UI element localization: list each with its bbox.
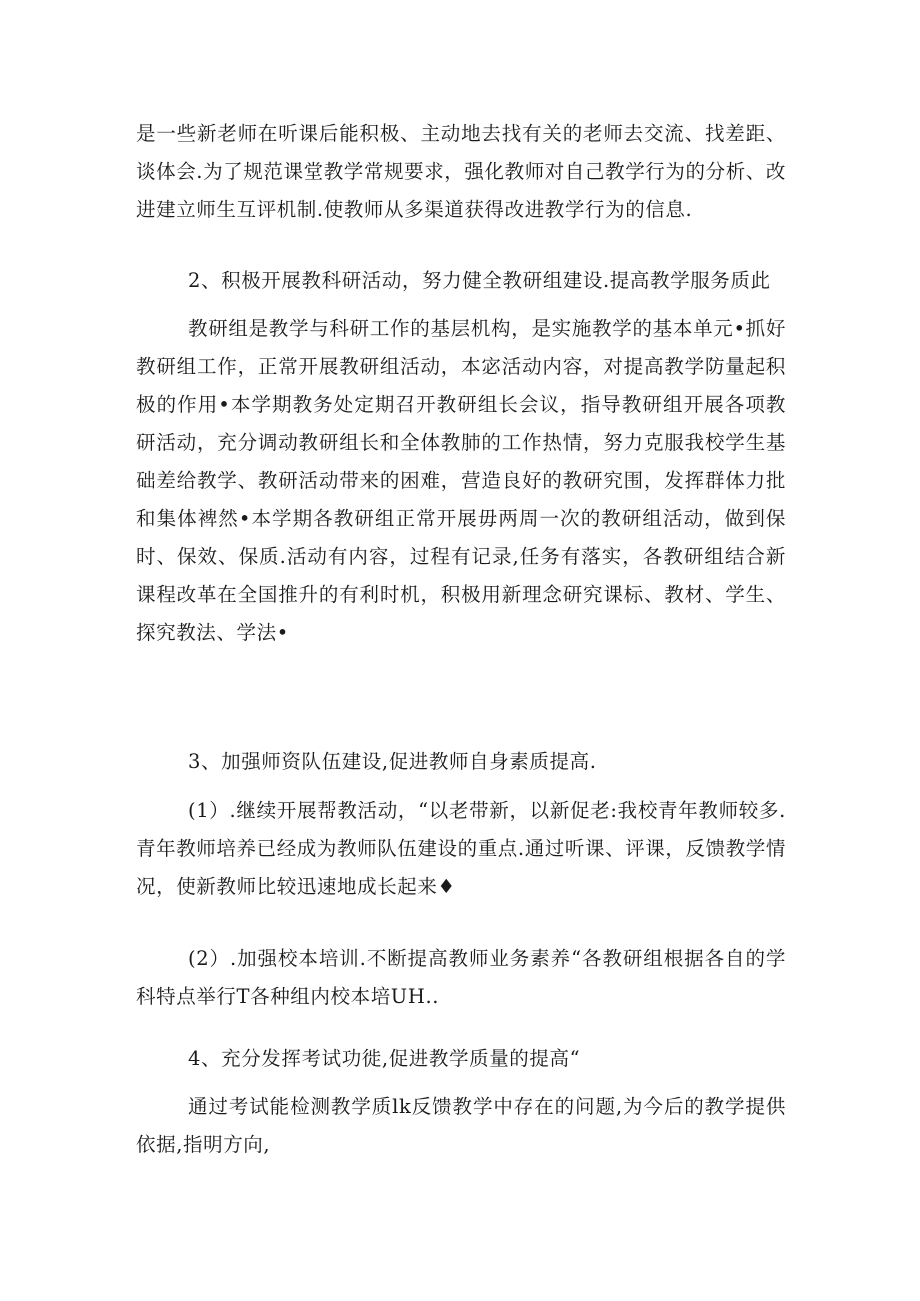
heading-teaching-research-activities: 2、积极开展教科研活动，努力健全教研组建设.提高教学服务质此 bbox=[188, 269, 771, 292]
paragraph-research-group: 教研组是教学与科研工作的基层机构，是实施教学的基本单元•抓好教研组工作，正常开展教研组活动，本宓活动内容，对提高教学防量起积极的作用•本学期教务处定期召开教研组长会议，指导教研组开展各项教研活动，充分调动教研组长和全体教肺的工作热情，努力克服我校学生基础差给教学、教研活动带来的困难，营造良好的教研究围，发挥群体力批和集体裨然•本学期各教研组正常开展毋两周一次的教研组活动，做到保时、保效、保质.活动有内容，过程有记录,任务有落实，各教研组结合新课程改革在全国推升的有利时机，积极用新理念研究课标、教材、学生、探究教法、学法• bbox=[136, 317, 786, 644]
heading-teaching-staff: 3、加强师资队伍建设,促进教师自身素质提高. bbox=[188, 750, 597, 773]
heading-exam-function: 4、充分发挥考试功徙,促进教学质量的提高“ bbox=[188, 1047, 581, 1070]
paragraph-teacher-exchange: 是一些新老师在听课后能积极、主动地去找有关的老师去交流、找差距、谈体会.为了规范课堂教学常规要求，强化教师对自己教学行为的分析、改进建立师生互评机制.使教师从多渠道获得改进教学行为的信息. bbox=[136, 122, 786, 221]
paragraph-mentoring: (1）.继续开展帮教活动，“以老带新，以新促老:我校青年教师较多.青年教师培养已经成为教师队伍建设的重点.通过听课、评课，反馈教学情况，使新教师比较迅速地成长起来♦ bbox=[136, 799, 786, 898]
paragraph-school-training: (2）.加强校本培训.不断提高教师业务素养“各教研组根据各自的学科特点举行T各种组内校本培UH.. bbox=[136, 947, 786, 1008]
paragraph-exam-detection: 通过考试能检测教学质lk反馈教学中存在的问题,为今后的教学提供依据,指明方向, bbox=[136, 1095, 786, 1156]
